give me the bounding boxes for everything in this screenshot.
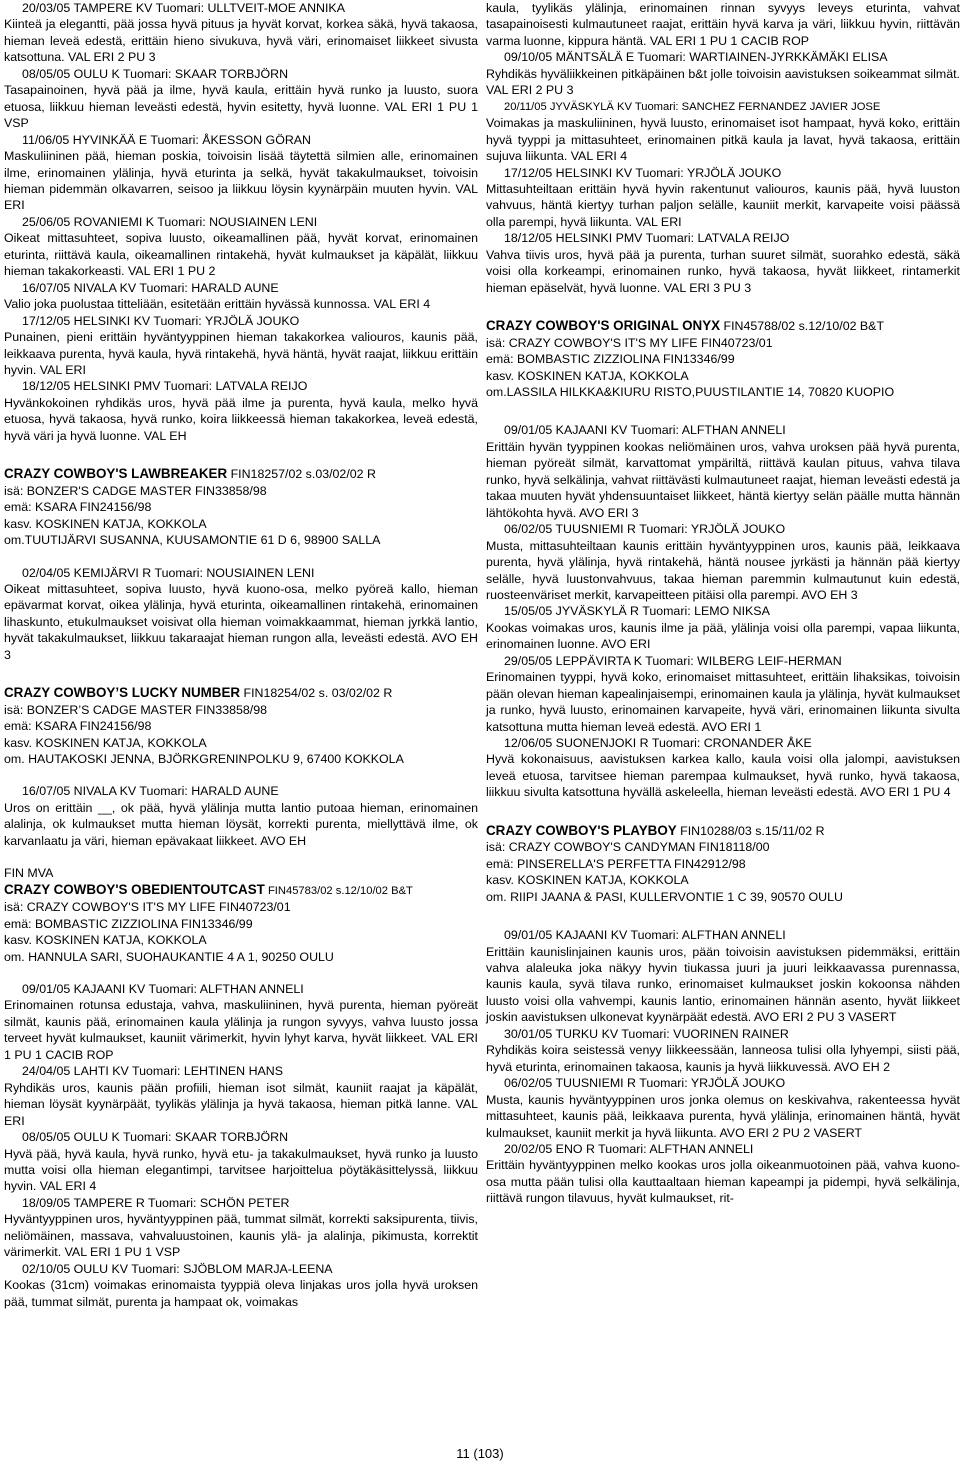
critique-text: Musta, kaunis hyväntyyppinen uros jonka olemus on keskivahva, rakenteessa hyvät mittasuhteet, kaunis pää, leikkaava purenta, hyvä ylälinja, erinomainen häntä, hyvät kulmaukset, kauniit merkit ja hyvä liikunta. AVO ERI 2 PU 2 VASERT — [486, 1092, 960, 1140]
dog-header — [486, 823, 960, 839]
champion-title: FIN MVA — [4, 866, 54, 881]
dog-name: CRAZY COWBOY’S LUCKY NUMBER — [4, 685, 241, 701]
dog-sire: isä: BONZER'S CADGE MASTER FIN33858/98 — [4, 483, 267, 498]
show-result-line: 20/03/05 TAMPERE KV Tuomari: ULLTVEIT-MOE ANNIKA — [22, 1, 345, 15]
dog-breeder: kasv. KOSKINEN KATJA, KOKKOLA — [486, 873, 689, 888]
dog-header — [486, 318, 960, 334]
dog-header — [4, 466, 478, 482]
critique-text: Kookas voimakas uros, kaunis ilme ja pää, ylälinja voisi olla parempi, vapaa liikunta, erinomainen luonne. AVO ERI — [486, 620, 960, 652]
critique-text: Maskuliininen pää, hieman poskia, toivoisin lisää täytettä silmien alle, erinomainen ilme, erinomainen ylälinja, hyvä eturinta ja selkä, hyvät takakulmaukset, toivoisin hieman pidemmän olkavarren, seisoo ja liikkuu löysin kyynärpäin muuten hyvin. VAL ERI — [4, 149, 478, 213]
dog-owner: om. HAUTAKOSKI JENNA, BJÖRKGRENINPOLKU 9, 67400 KOKKOLA — [4, 752, 404, 767]
right-column — [486, 0, 960, 1207]
dog-breeder: kasv. KOSKINEN KATJA, KOKKOLA — [486, 368, 689, 383]
show-result-line: 16/07/05 NIVALA KV Tuomari: HARALD AUNE — [22, 280, 279, 295]
dog-name: CRAZY COWBOY'S LAWBREAKER — [4, 466, 228, 482]
critique-text: kaula, tyylikäs ylälinja, erinomainen rinnan syvyys leveys eturinta, vahvat tasapainoisesti kulmautuneet raajat, erittäin hyvä karva ja väri, liikkuu hyvin, riittävän varma luonne, kippura häntä. VAL ERI 1 PU 1 CACIB ROP — [486, 1, 960, 48]
show-result-line: 20/11/05 JYVÄSKYLÄ KV Tuomari: SANCHEZ FERNANDEZ JAVIER JOSE — [504, 100, 881, 113]
dog-registration: FIN10288/03 s.15/11/02 R — [676, 823, 825, 838]
show-result-line: 16/07/05 NIVALA KV Tuomari: HARALD AUNE — [22, 784, 279, 799]
show-result-line: 02/10/05 OULU KV Tuomari: SJÖBLOM MARJA-LEENA — [22, 1261, 333, 1276]
dog-registration: FIN45783/02 s.12/10/02 B&T — [264, 884, 413, 897]
show-result-line: 02/04/05 KEMIJÄRVI R Tuomari: NOUSIAINEN LENI — [22, 565, 315, 580]
dog-name: CRAZY COWBOY'S OBEDIENTOUTCAST — [4, 881, 265, 897]
critique-text: Erittäin hyvän tyyppinen kookas neliömäinen uros, vahva uroksen pää hyvä purenta, hieman pyöreät silmät, karvattomat ympäriltä, riittävä kaulan pituus, vahva tilava runko, hyvä selkälinja, vahvat riittävästi kulmautuneet raajat, hieman leveästi edestä ja takaa muuten hyvät yhdensuuntaiset liikkeet, häntä kiertyy selän päälle mutta hännän lähtökohta hyvä. AVO ERI 3 — [486, 439, 960, 520]
page-number: 11 (103) — [456, 1446, 504, 1461]
dog-sire: isä: CRAZY COWBOY'S CANDYMAN FIN18118/00 — [486, 840, 770, 855]
dog-owner: om.TUUTIJÄRVI SUSANNA, KUUSAMONTIE 61 D 6, 98900 SALLA — [4, 533, 381, 548]
critique-text: Valio joka puolustaa titteliään, esitetään erittäin hyvässä kunnossa. VAL ERI 4 — [4, 297, 431, 312]
dog-sire: isä: CRAZY COWBOY'S IT'S MY LIFE FIN40723/01 — [4, 900, 291, 915]
show-result-line: 06/02/05 TUUSNIEMI R Tuomari: YRJÖLÄ JOUKO — [504, 1076, 786, 1091]
show-result-line: 29/05/05 LEPPÄVIRTA K Tuomari: WILBERG LEIF-HERMAN — [504, 653, 842, 668]
dog-owner: om. HANNULA SARI, SUOHAUKANTIE 4 A 1, 90250 OULU — [4, 949, 334, 964]
show-result-line: 18/12/05 HELSINKI PMV Tuomari: LATVALA REIJO — [22, 379, 308, 394]
dog-header — [4, 685, 478, 701]
dog-registration: FIN18254/02 s. 03/02/02 R — [240, 686, 393, 701]
dog-dam: emä: KSARA FIN24156/98 — [4, 500, 152, 515]
critique-text: Ryhdikäs uros, kaunis pään profiili, hieman isot silmät, kauniit raajat ja käpälät, hieman löysät kyynärpäät, tyylikäs ylälinja ja hyvä takaosa, hieman pitkä lanne. VAL ERI — [4, 1080, 478, 1128]
show-result-line: 09/10/05 MÄNTSÄLÄ E Tuomari: WARTIAINEN-JYRKKÄMÄKI ELISA — [504, 50, 888, 65]
show-result-line: 06/02/05 TUUSNIEMI R Tuomari: YRJÖLÄ JOUKO — [504, 522, 786, 537]
show-result-line: 17/12/05 HELSINKI KV Tuomari: YRJÖLÄ JOUKO — [22, 313, 300, 328]
dog-header — [4, 882, 478, 899]
critique-text: Oikeat mittasuhteet, sopiva luusto, oikeamallinen pää, hyvät korvat, erinomainen eturinta, riittävä kaula, oikeamallinen rintakehä, hyvät kulmaukset ja käpälät, liikkuu hieman takakorkeasti. VAL ERI 1 PU 2 — [4, 231, 478, 279]
show-result-line: 09/01/05 KAJAANI KV Tuomari: ALFTHAN ANNELI — [504, 928, 786, 943]
dog-dam: emä: PINSERELLA'S PERFETTA FIN42912/98 — [486, 856, 746, 871]
show-result-line: 18/09/05 TAMPERE R Tuomari: SCHÖN PETER — [22, 1195, 290, 1210]
dog-registration: FIN18257/02 s.03/02/02 R — [227, 467, 376, 482]
show-result-line: 15/05/05 JYVÄSKYLÄ R Tuomari: LEMO NIKSA — [504, 604, 770, 619]
critique-text: Tasapainoinen, hyvä pää ja ilme, hyvä kaula, erittäin hyvä runko ja luusto, suora etuosa, liikkuu hieman leveästi edestä, hyvin esitetty, hyvä luonne. VAL ERI 1 PU 1 VSP — [4, 83, 478, 131]
show-result-line: 09/01/05 KAJAANI KV Tuomari: ALFTHAN ANNELI — [504, 423, 786, 438]
dog-sire: isä: CRAZY COWBOY'S IT'S MY LIFE FIN40723/01 — [486, 335, 773, 350]
critique-text: Voimakas ja maskuliininen, hyvä luusto, erinomaiset isot hampaat, hyvä koko, erittäin hyvä tyyppi ja mittasuhteet, erinomainen pitkä kaula ja lavat, hyvä takaosa, erittäin sujuva liikunta. VAL ERI 4 — [486, 116, 960, 164]
show-result-line: 25/06/05 ROVANIEMI K Tuomari: NOUSIAINEN LENI — [22, 214, 318, 229]
critique-text: Ryhdikäs hyväliikkeinen pitkäpäinen b&t jolle toivoisin aavistuksen soikeammat silmät. VAL ERI 2 PU 3 — [486, 66, 960, 98]
left-column — [4, 0, 478, 1310]
critique-text: Mittasuhteiltaan erittäin hyvä hyvin rakentunut valiouros, kaunis pää, hyvä luuston vahvuus, häntä kiertyy turhan paljon selälle, kauniit merkit, karvapeite voisi päässä olla parempi, hyvä liikunta. VAL ERI — [486, 181, 960, 229]
show-result-line: 08/05/05 OULU K Tuomari: SKAAR TORBJÖRN — [22, 66, 289, 81]
critique-text: Ryhdikäs koira seistessä venyy liikkeessään, lanneosa tulisi olla lyhyempi, siisti pää, hyvä eturinta, erinomainen takaosa, kaunis ja hyvä liikkuvessä. AVO EH 2 — [486, 1043, 960, 1074]
dog-owner: om. RIIPI JAANA & PASI, KULLERVONTIE 1 C 39, 90570 OULU — [486, 889, 843, 904]
dog-name: CRAZY COWBOY'S ORIGINAL ONYX — [486, 318, 721, 334]
show-result-line: 12/06/05 SUONENJOKI R Tuomari: CRONANDER ÅKE — [504, 736, 812, 751]
dog-breeder: kasv. KOSKINEN KATJA, KOKKOLA — [4, 933, 207, 948]
critique-text: Oikeat mittasuhteet, sopiva luusto, hyvä kuono-osa, melko pyöreä kallo, hieman epävarmat korvat, oikea ylälinja, hyvä eturinta, oikeamallinen rintakehä, erinomainen lihaskunto, etukulmaukset voisivat olla hieman voimakkaammat, hieman jyrkkä lantio, hyvät takakulmaukset, liikkuu takaraajat hieman rungon alla, leveästi edestä. AVO EH 3 — [4, 581, 478, 662]
critique-text: Kiinteä ja elegantti, pää jossa hyvä pituus ja hyvät korvat, korkea säkä, hyvä takaosa, hieman leveä edestä, erittäin hieno sivukuva, hyvä väri, erinomaiset liikkeet sivusta katsottuna. VAL ERI 2 PU 3 — [4, 17, 478, 65]
dog-dam: emä: KSARA FIN24156/98 — [4, 719, 152, 734]
critique-text: Erittäin kaunislinjainen kaunis uros, pään toivoisin aavistuksen pidemmäksi, erittäin vahva alaleuka joka näkyy hyvin tiukassa juuri ja juuri leikkaavassa purennassa, kaunis kaula, syvä tilava runko, erinomaiset kulmaukset joskin kokoonsa nähden luusto voisi olla vahvempi, kaunis lantio, erinomainen hännän asento, hyvät liikkeet joskin aavistuksen ulkonevat kyynärpäät edestä. AVO ERI 2 PU 3 VASERT — [486, 944, 960, 1025]
dog-dam: emä: BOMBASTIC ZIZZIOLINA FIN13346/99 — [486, 352, 735, 367]
dog-name: CRAZY COWBOY'S PLAYBOY — [486, 822, 677, 838]
dog-dam: emä: BOMBASTIC ZIZZIOLINA FIN13346/99 — [4, 916, 253, 931]
critique-text: Erinomainen tyyppi, hyvä koko, erinomaiset mittasuhteet, erittäin lihaksikas, toivoisin pään olevan hieman kapealinjaisempi, erinomainen kaula ja ylälinja, hyvät kulmaukset ja runko, hyvä luusto, erinomainen karvapeite, hyvä väri, erinomainen liikunta sivulta katsottuna mutta hieman leveä edestä. AVO ERI 1 — [486, 670, 960, 734]
show-result-line: 24/04/05 LAHTI KV Tuomari: LEHTINEN HANS — [22, 1064, 283, 1079]
dog-breeder: kasv. KOSKINEN KATJA, KOKKOLA — [4, 516, 207, 531]
critique-text: Erinomainen rotunsa edustaja, vahva, maskuliininen, hyvä purenta, hieman pyöreät silmät, kaunis pää, erinomainen kaula ylälinja ja rungon syvyys, vahva luusto jossa terveet hyvät kulmaukset, kauniit värimerkit, hyvin lyhyt karva, hyvät liikkeet. VAL ERI 1 PU 1 CACIB ROP — [4, 998, 478, 1062]
show-result-line: 18/12/05 HELSINKI PMV Tuomari: LATVALA REIJO — [504, 231, 790, 246]
critique-text: Erittäin hyväntyyppinen melko kookas uros jolla oikeanmuotoinen pää, vahva kuono-osa mutta pään tulisi olla kauttaaltaan hieman kapeampi ja pidempi, hyvä selkälinja, riittävä rungon tilavuus, hyvät kulmaukset, rit- — [486, 1158, 960, 1206]
show-result-line: 20/02/05 ENO R Tuomari: ALFTHAN ANNELI — [504, 1142, 754, 1156]
show-result-line: 08/05/05 OULU K Tuomari: SKAAR TORBJÖRN — [22, 1130, 289, 1145]
critique-text: Musta, mittasuhteiltaan kaunis erittäin hyväntyyppinen uros, kaunis pää, leikkaava purenta, hyvä ylälinja, hyvä rintakehä, häntä nousee jyrkästi ja hännän pää kiertyy selälle, hyvä luustonvahvuus, takaa hieman paremmin kulmautunut kuin edestä, ruosteenväriset merkit, karvapeitteen pitäisi olla parempi. AVO EH 3 — [486, 538, 960, 602]
critique-text: Vahva tiivis uros, hyvä pää ja purenta, turhan suuret silmät, suorahko edestä, säkä voisi olla korkeampi, erinomainen runko, hyvä takaosa, hyvät liikkeet, rintamerkit hieman epäselvät, hyvä luonne. VAL ERI 3 PU 3 — [486, 247, 960, 295]
critique-text: Punainen, pieni erittäin hyväntyyppinen hieman takakorkea valiouros, kaunis pää, leikkaava purenta, hyvä kaula, hyvä rintakehä, hyvä häntä, hyvät raajat, liikkuu erittäin hyvin. VAL ERI — [4, 330, 478, 377]
dog-breeder: kasv. KOSKINEN KATJA, KOKKOLA — [4, 735, 207, 750]
critique-text: Uros on erittäin __, ok pää, hyvä ylälinja mutta lantio putoaa hieman, erinomainen alalinja, ok kulmaukset mutta hieman löysät, korrekti purenta, miellyttävä ilme, ok karvanlaatu ja väri, hieman epävakaat liikkeet. AVO EH — [4, 800, 478, 848]
show-result-line: 30/01/05 TURKU KV Tuomari: VUORINEN RAINER — [504, 1026, 789, 1041]
dog-registration: FIN45788/02 s.12/10/02 B&T — [720, 319, 885, 334]
critique-text: Kookas (31cm) voimakas erinomaista tyyppiä oleva linjakas uros jolla hyvä uroksen pää, tummat silmät, purenta ja hampaat ok, voimakas — [4, 1278, 478, 1309]
critique-text: Hyväntyyppinen uros, hyväntyyppinen pää, tummat silmät, korrekti saksipurenta, tiivis, neliömäinen, massava, vahvaluustoinen, kaunis ylä- ja alalinja, pikimusta, korrektit värimerkit. VAL ERI 1 PU 1 VSP — [4, 1212, 478, 1260]
dog-sire: isä: BONZER’S CADGE MASTER FIN33858/98 — [4, 702, 268, 717]
dog-owner: om.LASSILA HILKKA&KIURU RISTO,PUUSTILANTIE 14, 70820 KUOPIO — [486, 384, 895, 399]
critique-text: Hyvänkokoinen ryhdikäs uros, hyvä pää ilme ja purenta, hyvä kaula, melko hyvä etuosa, hyvä takaosa, hyvä runko, koira liikkeessä hieman takakorkea, leveä edestä, hyvä väri ja hyvä luonne. VAL EH — [4, 395, 478, 443]
show-result-line: 09/01/05 KAJAANI KV Tuomari: ALFTHAN ANNELI — [22, 982, 304, 997]
show-result-line: 17/12/05 HELSINKI KV Tuomari: YRJÖLÄ JOUKO — [504, 165, 782, 180]
critique-text: Hyvä pää, hyvä kaula, hyvä runko, hyvä etu- ja takakulmaukset, hyvä runko ja luusto mutta voisi olla hieman elegantimpi, tarvitsee harjoittelua pöytäkäsittelyssä, liikkuu hyvin. VAL ERI 4 — [4, 1146, 478, 1194]
show-result-line: 11/06/05 HYVINKÄÄ E Tuomari: ÅKESSON GÖRAN — [22, 132, 311, 147]
critique-text: Hyvä kokonaisuus, aavistuksen karkea kallo, kaula voisi olla jalompi, aavistuksen leveä etuosa, tarvitsee hieman parempaa kulmaukset, hyvä runko, hyvä takaosa, liikkuu sivulta katsottuna hyvällä askeleella, hieman leveästi edestä. AVO ERI 1 PU 4 — [486, 752, 960, 800]
